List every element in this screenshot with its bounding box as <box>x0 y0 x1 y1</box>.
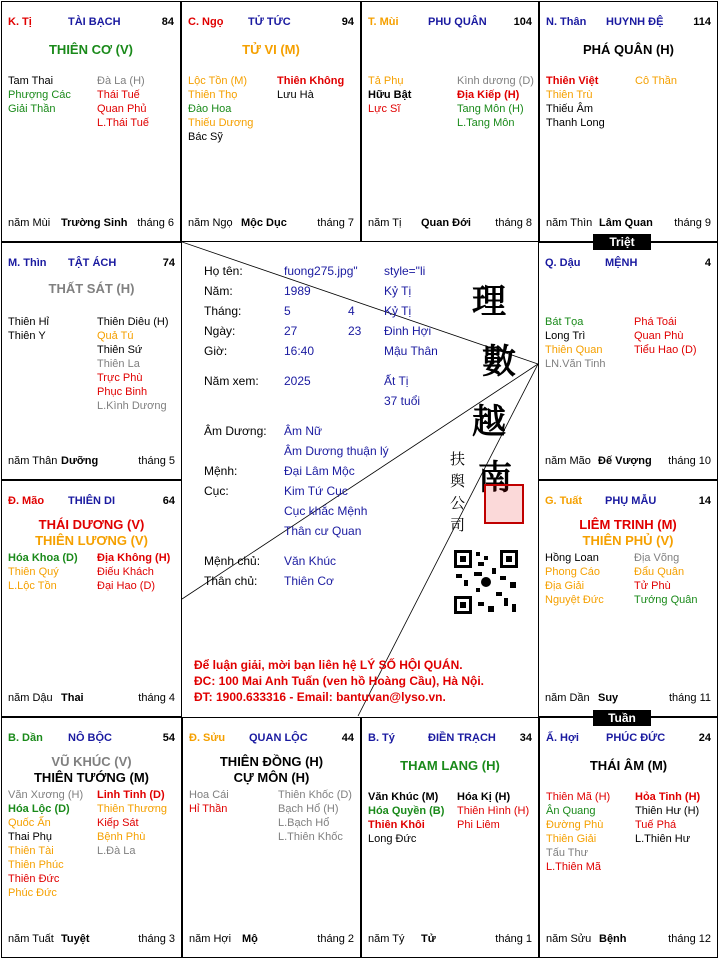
tuan-tag: Tuần <box>593 710 651 726</box>
palace-stage: Quan Đới <box>421 217 471 229</box>
center-panel <box>182 242 538 716</box>
palace-dau <box>538 242 718 480</box>
label-view-year: Năm xem: <box>204 374 259 388</box>
palace-thin <box>1 242 182 480</box>
minor-star: Thiên Khôi <box>368 819 425 831</box>
minor-star: Thiên Quan <box>545 344 603 356</box>
palace-header <box>8 732 175 746</box>
value-view-year-can: Ất Tị <box>384 374 409 388</box>
label-year: Năm: <box>204 284 233 298</box>
palace-footer <box>546 217 711 231</box>
palace-stage: Bệnh <box>599 933 627 945</box>
palace-year: năm Tý <box>368 933 405 945</box>
minor-star: Hỉ Thần <box>189 803 228 815</box>
minor-star: Thiên Quý <box>8 566 59 578</box>
minor-star: Lưu Hà <box>277 89 314 101</box>
minor-star: Hữu Bật <box>368 89 412 101</box>
label-month: Tháng: <box>204 304 242 318</box>
minor-star: Đại Hao (D) <box>97 580 156 592</box>
minor-star: Phi Liêm <box>457 819 500 831</box>
main-star: LIÊM TRINH (M) <box>579 517 677 532</box>
palace-year: năm Tị <box>368 217 402 229</box>
main-star: THIÊN TƯỚNG (M) <box>33 770 150 785</box>
minor-star: L.Kình Dương <box>97 400 167 412</box>
palace-stage: Tuyệt <box>61 933 90 945</box>
palace-name: ĐIỀN TRẠCH <box>428 732 496 744</box>
small-char-1: 扶 <box>450 450 466 468</box>
value-month-solar: 5 <box>284 304 291 318</box>
value-name-extra: style="li <box>384 264 426 278</box>
minor-star: Thiên Đức <box>8 873 60 885</box>
palace-footer <box>546 933 711 947</box>
minor-star: Giải Thần <box>8 103 56 115</box>
minor-star: Thiên Mã (H) <box>546 791 611 803</box>
palace-hoi <box>539 717 718 958</box>
palace-stage: Dưỡng <box>61 455 99 467</box>
palace-month: tháng 4 <box>138 692 175 704</box>
minor-star: Đường Phù <box>546 819 604 831</box>
palace-header <box>368 732 532 746</box>
palace-year: năm Mão <box>545 455 591 467</box>
palace-footer <box>545 692 711 706</box>
value-menh: Đại Lâm Mộc <box>284 464 355 478</box>
minor-star: L.Lộc Tồn <box>8 580 57 592</box>
minor-star: LN.Văn Tinh <box>545 358 606 370</box>
palace-year: năm Sửu <box>546 933 592 945</box>
palace-stage: Trường Sinh <box>61 217 128 229</box>
minor-star: Hóa Quyền (B) <box>368 805 445 817</box>
minor-star: Long Trì <box>545 330 586 342</box>
minor-star: Phục Binh <box>97 386 148 398</box>
value-month-lunar: 4 <box>348 304 355 318</box>
minor-star: Tiểu Hao (D) <box>634 344 697 356</box>
palace-number: 104 <box>513 16 532 28</box>
value-age: 37 tuổi <box>384 394 421 408</box>
palace-name: QUAN LỘC <box>249 732 308 744</box>
main-star: THIÊN CƠ (V) <box>48 42 134 57</box>
minor-star: Địa Võng <box>634 552 680 564</box>
minor-star: Thai Phụ <box>8 831 53 843</box>
minor-star: Quan Phù <box>634 330 684 342</box>
minor-star: Quan Phủ <box>97 103 147 115</box>
palace-year: năm Thìn <box>546 217 593 229</box>
palace-tuat <box>538 480 718 717</box>
palace-footer <box>188 217 354 231</box>
palace-can-chi: K. Tị <box>8 16 32 28</box>
palace-header <box>368 16 532 30</box>
minor-star: L.Đà La <box>97 845 136 857</box>
minor-star: Thiên Trù <box>546 89 593 101</box>
minor-star: Thiên Hư (H) <box>635 805 700 817</box>
palace-can-chi: Đ. Sửu <box>189 732 226 744</box>
label-cuc: Cục: <box>204 484 229 498</box>
label-menh: Mệnh: <box>204 464 238 478</box>
minor-star: Văn Khúc (M) <box>368 791 439 803</box>
palace-month: tháng 11 <box>668 692 711 704</box>
calligraphy-char-1: 理 <box>472 282 506 322</box>
calligraphy-char-4: 南 <box>478 458 512 498</box>
main-star: CỰ MÔN (H) <box>233 770 310 785</box>
value-name: fuong275.jpg" <box>284 264 358 278</box>
small-char-3: 公 <box>450 494 466 512</box>
minor-star: Tang Môn (H) <box>457 103 524 115</box>
palace-number: 24 <box>698 732 711 744</box>
value-am-duong-2: Âm Dương thuận lý <box>284 444 389 458</box>
palace-dan <box>1 717 182 958</box>
palace-can-chi: M. Thìn <box>8 257 47 269</box>
minor-star: Thiên Khốc (D) <box>278 789 352 801</box>
minor-star: Linh Tinh (D) <box>97 789 165 801</box>
minor-star: L.Thiên Hư <box>635 833 691 845</box>
palace-name: NÔ BỘC <box>68 732 112 744</box>
palace-footer <box>8 217 174 231</box>
minor-star: Thái Tuế <box>97 89 140 101</box>
palace-than <box>539 1 718 242</box>
minor-star: Kình dương (D) <box>457 75 534 87</box>
palace-header <box>8 257 175 271</box>
minor-star: Tấu Thư <box>546 847 589 859</box>
minor-star: Phượng Các <box>8 89 71 101</box>
main-star: THAM LANG (H) <box>400 758 500 773</box>
palace-can-chi: B. Tý <box>368 732 395 744</box>
palace-footer <box>189 933 354 947</box>
minor-star: Điếu Khách <box>97 566 154 578</box>
palace-mui <box>361 1 539 242</box>
palace-number: 84 <box>161 16 174 28</box>
minor-star: Hóa Lộc (D) <box>8 803 70 815</box>
value-hour-can: Mậu Thân <box>384 344 438 358</box>
value-menh-chu: Văn Khúc <box>284 554 337 568</box>
main-star: THIÊN ĐỒNG (H) <box>219 754 324 769</box>
palace-can-chi: C. Ngọ <box>188 16 224 28</box>
minor-star: L.Bạch Hổ <box>278 817 330 829</box>
palace-footer <box>8 455 175 469</box>
palace-year: năm Thân <box>8 455 58 467</box>
value-cuc-2: Cục khắc Mệnh <box>284 504 368 518</box>
palace-header <box>8 16 174 30</box>
minor-star: Phong Cáo <box>545 566 601 578</box>
palace-month: tháng 3 <box>138 933 175 945</box>
palace-month: tháng 2 <box>317 933 354 945</box>
palace-header <box>188 16 354 30</box>
palace-number: 64 <box>162 495 175 507</box>
palace-month: tháng 10 <box>668 455 711 467</box>
palace-stage: Mộc Dục <box>241 217 287 229</box>
palace-can-chi: Q. Dậu <box>545 257 581 269</box>
minor-star: Địa Kiếp (H) <box>457 89 520 101</box>
main-star: THÁI ÂM (M) <box>589 758 668 773</box>
minor-star: Thiên Diêu (H) <box>97 316 169 328</box>
minor-star: Thiên Phúc <box>8 859 64 871</box>
palace-name: MỆNH <box>605 257 638 269</box>
value-hour: 16:40 <box>284 344 315 358</box>
palace-can-chi: Ấ. Hợi <box>546 732 579 744</box>
palace-month: tháng 9 <box>674 217 711 229</box>
palace-stage: Đế Vượng <box>598 455 652 467</box>
palace-footer <box>545 455 711 469</box>
palace-number: 74 <box>162 257 175 269</box>
minor-star: Lộc Tồn (M) <box>188 75 248 87</box>
main-star: THIÊN LƯƠNG (V) <box>35 533 148 548</box>
minor-star: Hóa Khoa (D) <box>8 552 78 564</box>
palace-year: năm Mùi <box>8 217 51 229</box>
palace-ngo <box>181 1 361 242</box>
palace-year: năm Dậu <box>8 692 53 704</box>
minor-star: Cô Thần <box>635 75 677 87</box>
label-name: Họ tên: <box>204 264 243 278</box>
palace-month: tháng 6 <box>137 217 174 229</box>
palace-can-chi: G. Tuất <box>545 495 583 507</box>
palace-name: PHỤ MẪU <box>605 495 657 507</box>
minor-star: Tử Phù <box>634 580 671 592</box>
minor-star: Thiên Sứ <box>97 344 143 356</box>
palace-stage: Mộ <box>242 933 258 945</box>
value-view-year: 2025 <box>284 374 311 388</box>
palace-number: 4 <box>704 257 711 269</box>
palace-ti <box>1 1 181 242</box>
palace-header <box>8 495 175 509</box>
minor-star: Bát Tọa <box>545 316 584 328</box>
palace-footer <box>8 933 175 947</box>
minor-star: Địa Giải <box>545 580 585 592</box>
minor-star: Thiên Hình (H) <box>457 805 530 817</box>
palace-name: TỬ TỨC <box>248 16 291 28</box>
minor-star: Kiếp Sát <box>97 817 139 829</box>
value-year: 1989 <box>284 284 311 298</box>
value-day-can: Đinh Hợi <box>384 324 432 338</box>
minor-star: Văn Xương (H) <box>8 789 84 801</box>
minor-star: Bác Sỹ <box>188 131 223 143</box>
minor-star: Tam Thai <box>8 75 54 87</box>
minor-star: Tuế Phá <box>635 819 677 831</box>
palace-month: tháng 12 <box>668 933 711 945</box>
minor-star: Thiên Thương <box>97 803 168 815</box>
minor-star: Phúc Đức <box>8 887 57 899</box>
palace-month: tháng 1 <box>495 933 532 945</box>
palace-month: tháng 7 <box>317 217 354 229</box>
palace-year: năm Hợi <box>189 933 232 945</box>
palace-footer <box>368 217 532 231</box>
minor-star: Hỏa Tinh (H) <box>635 791 701 803</box>
label-day: Ngày: <box>204 324 236 338</box>
minor-star: Tướng Quân <box>634 594 698 606</box>
minor-star: Thiên Giải <box>546 833 597 845</box>
minor-star: Thiên La <box>97 358 140 370</box>
main-star: TỬ VI (M) <box>242 42 300 57</box>
palace-header <box>545 495 711 509</box>
minor-star: Thiên Hỉ <box>8 316 49 328</box>
calligraphy-char-3: 越 <box>472 402 506 442</box>
palace-number: 114 <box>693 16 711 28</box>
minor-star: Thanh Long <box>546 117 605 129</box>
palace-month: tháng 5 <box>138 455 175 467</box>
minor-star: Bệnh Phù <box>97 831 146 843</box>
value-year-can: Kỷ Tị <box>384 284 412 298</box>
palace-can-chi: Đ. Mão <box>8 495 45 507</box>
main-star: THẤT SÁT (H) <box>48 281 135 296</box>
palace-name: TẬT ÁCH <box>68 257 117 269</box>
palace-year: năm Dần <box>545 692 590 704</box>
small-chars <box>450 448 466 536</box>
palace-footer <box>368 933 532 947</box>
label-than-chu: Thân chủ: <box>204 574 258 588</box>
minor-star: Đẩu Quân <box>634 566 685 578</box>
minor-star: L.Thiên Mã <box>546 861 602 873</box>
main-star: VŨ KHÚC (V) <box>51 754 132 769</box>
minor-star: Hoa Cái <box>189 789 229 801</box>
qr-code <box>452 548 520 616</box>
minor-star: Thiên Tài <box>8 845 54 857</box>
palace-month: tháng 8 <box>495 217 532 229</box>
palace-header <box>545 257 711 271</box>
palace-ty <box>361 717 539 958</box>
minor-star: Hóa Kị (H) <box>457 791 511 803</box>
minor-star: Thiên Không <box>277 75 345 87</box>
calligraphy-char-2: 數 <box>482 342 516 382</box>
palace-header <box>189 732 354 746</box>
minor-star: Quốc Ấn <box>8 817 51 829</box>
triet-tag: Triệt <box>593 234 651 250</box>
palace-name: PHÚC ĐỨC <box>606 732 666 744</box>
minor-star: Thiên Y <box>8 330 46 342</box>
palace-mao <box>1 480 182 717</box>
main-star: THIÊN PHỦ (V) <box>582 533 674 548</box>
minor-star: Đào Hoa <box>188 103 232 115</box>
palace-number: 14 <box>698 495 711 507</box>
seal-stamp <box>484 484 524 524</box>
minor-star: L.Thái Tuế <box>97 117 149 129</box>
palace-header <box>546 732 711 746</box>
minor-star: L.Thiên Khốc <box>278 831 343 843</box>
palace-name: HUYNH ĐỆ <box>606 16 664 28</box>
minor-star: L.Tang Môn <box>457 117 515 129</box>
minor-star: Bạch Hổ (H) <box>278 803 339 815</box>
main-star: PHÁ QUÂN (H) <box>583 42 674 57</box>
minor-star: Hồng Loan <box>545 552 599 564</box>
palace-number: 44 <box>341 732 354 744</box>
palace-stage: Suy <box>598 692 619 704</box>
minor-star: Quả Tú <box>97 330 134 342</box>
palace-name: THIÊN DI <box>68 495 116 507</box>
value-month-can: Kỷ Tị <box>384 304 412 318</box>
palace-name: TÀI BẠCH <box>68 16 121 28</box>
label-menh-chu: Mệnh chủ: <box>204 554 261 568</box>
minor-star: Ân Quang <box>546 805 596 817</box>
value-cuc-3: Thân cư Quan <box>284 524 362 538</box>
palace-header <box>546 16 711 30</box>
palace-number: 54 <box>162 732 175 744</box>
minor-star: Nguyệt Đức <box>545 594 604 606</box>
palace-number: 94 <box>341 16 354 28</box>
palace-can-chi: N. Thân <box>546 16 587 28</box>
main-star: THÁI DƯƠNG (V) <box>38 517 145 532</box>
minor-star: Đà La (H) <box>97 75 145 87</box>
palace-stage: Thai <box>61 692 84 704</box>
minor-star: Địa Không (H) <box>97 552 171 564</box>
value-than-chu: Thiên Cơ <box>284 574 334 588</box>
palace-suu <box>182 717 361 958</box>
value-day-lunar: 23 <box>348 324 362 338</box>
palace-stage: Lâm Quan <box>599 217 653 229</box>
value-cuc-1: Kim Tứ Cục <box>284 484 348 498</box>
minor-star: Lực Sĩ <box>368 103 401 115</box>
label-am-duong: Âm Dương: <box>204 424 267 438</box>
contact-line-1: Để luận giải, mời bạn liên hệ LÝ SỐ HỘI QUÁN. <box>194 658 463 672</box>
small-char-4: 司 <box>450 516 466 534</box>
palace-footer <box>8 692 175 706</box>
palace-stage: Tử <box>421 933 436 945</box>
minor-star: Thiếu Dương <box>188 117 254 129</box>
minor-star: Tả Phụ <box>368 75 404 87</box>
palace-name: PHU QUÂN <box>428 16 487 28</box>
minor-star: Thiên Thọ <box>188 89 238 101</box>
palace-year: năm Ngọ <box>188 217 233 229</box>
minor-star: Phá Toái <box>634 316 677 328</box>
value-am-duong-1: Âm Nữ <box>284 424 323 438</box>
palace-number: 34 <box>519 732 532 744</box>
contact-line-3: ĐT: 1900.633316 - Email: bantuvan@lyso.vn. <box>194 690 446 704</box>
value-day-solar: 27 <box>284 324 298 338</box>
minor-star: Trực Phù <box>97 372 143 384</box>
minor-star: Long Đức <box>368 833 417 845</box>
label-hour: Giờ: <box>204 344 228 358</box>
minor-star: Thiếu Âm <box>546 103 594 115</box>
palace-can-chi: B. Dần <box>8 732 43 744</box>
minor-star: Thiên Việt <box>546 75 599 87</box>
contact-line-2: ĐC: 100 Mai Anh Tuấn (ven hồ Hoàng Cầu), Hà Nội. <box>194 674 485 688</box>
palace-can-chi: T. Mùi <box>368 16 399 28</box>
small-char-2: 舆 <box>450 472 466 490</box>
palace-year: năm Tuất <box>8 933 54 945</box>
